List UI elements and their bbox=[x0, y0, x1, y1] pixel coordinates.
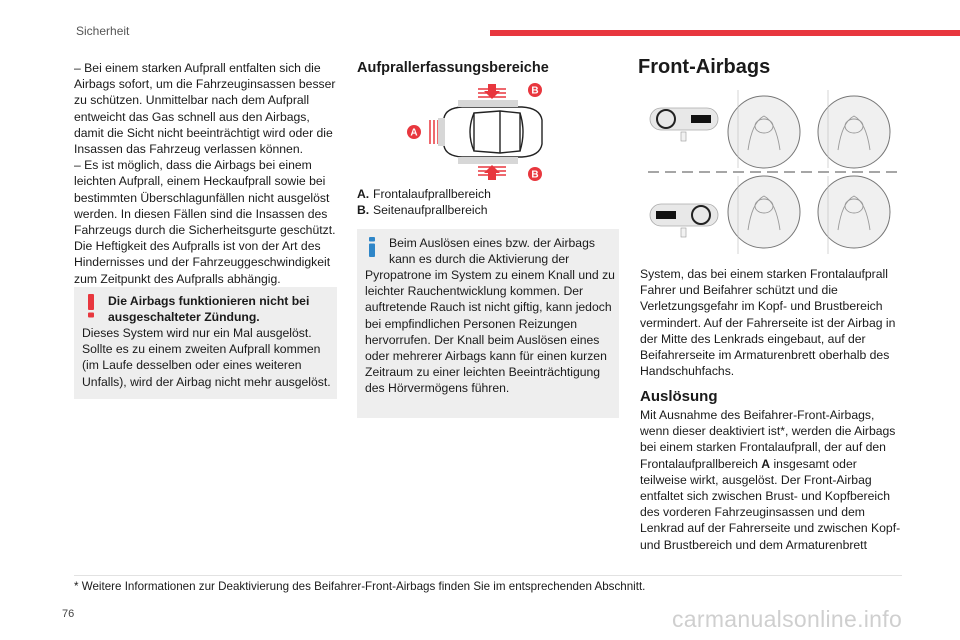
info-first-lines: Beim Auslösen eines bzw. der Airbags kann es durch die Aktivierung der bbox=[389, 236, 595, 267]
impact-zones-heading: Aufprallerfassungsbereiche bbox=[357, 60, 549, 76]
impact-zones-diagram bbox=[400, 80, 550, 184]
section-title: Sicherheit bbox=[76, 24, 130, 38]
zone-label-b-top: B bbox=[531, 85, 539, 97]
front-airbags-heading: Front-Airbags bbox=[638, 56, 771, 78]
dashboard-lhd-icon bbox=[650, 108, 718, 141]
front-zone bbox=[438, 118, 445, 146]
legend-item-b: B. Seitenaufprallbereich bbox=[357, 203, 488, 218]
triggering-description: Mit Ausnahme des Beifahrer-Front-Airbags, wenn dieser deaktiviert ist*, werden die Airbags bei einem starken Frontalaufprall, der auf den Frontalaufprallbereich A insgesamt oder teilweise wirkt, ausgelöst. Der Front-Airbag entfaltet sich zwischen Brust- und Kopfbereich des vorderen Fahrzeuginsassen und dem Lenkrad auf der Fahrerseite und zwischen Kopf- und Brustbereich und dem Armaturenbrett bbox=[640, 408, 901, 552]
paragraph-2: – Es ist möglich, dass die Airbags bei einem leichten Aufprall, einem Heckaufprall sowie bei bestimmten Überschlagunfällen nicht ausgelöst werden. In diesen Fällen sind die Insassen des Fahrzeugs durch die Sicherheitsgurte geschützt. Die Heftigkeit des Aufpralls ist von der Art des Hindernisses und der Fahrzeuggeschwindigkeit zum Zeitpunkt des Aufpralls abhängig. bbox=[74, 158, 336, 286]
side-zone-top bbox=[458, 100, 518, 107]
warning-body: Dieses System wird nur ein Mal ausgelöst. Sollte es zu einem zweiten Aufprall kommen (im Laufe desselben oder eines weiteren Unfalls), wird der Airbag nicht mehr ausgelöst. bbox=[82, 326, 331, 389]
page-number: 76 bbox=[62, 608, 75, 620]
zone-label-b-bottom: B bbox=[531, 169, 539, 181]
paragraph-1: – Bei einem starken Aufprall entfalten sich die Airbags sofort, um die Fahrzeuginsassen besser zu schützen. Unmittelbar nach dem Aufprall entweicht das Gas schnell aus den Airbags, damit die Sicht nicht beeinträchtigt wird oder die Insassen das Fahrzeug verlassen können. bbox=[74, 61, 336, 157]
footnote-rule bbox=[74, 575, 902, 576]
zone-label-a: A bbox=[410, 127, 418, 139]
side-zone-bottom bbox=[458, 157, 518, 164]
triggering-subheading: Auslösung bbox=[640, 388, 718, 405]
watermark: carmanualsonline.info bbox=[672, 606, 903, 632]
dashboard-rhd-icon bbox=[650, 204, 718, 237]
info-body: Pyropatrone im System zu einem Knall und zu leichter Rauchentwicklung kommen. Der auftretende Rauch ist nicht giftig, kann jedoch bei empfindlichen Personen Reizungen hervorrufen. Der Knall beim Auslösen eines oder mehrerer Airbags kann für einen kurzen Zeitraum zu einer leichten Beeinträchtigung des Hörvermögens führen. bbox=[365, 268, 615, 396]
front-airbags-diagram bbox=[640, 86, 902, 258]
header-accent-bar bbox=[490, 30, 960, 36]
column-1 bbox=[74, 60, 338, 287]
impact-zones-legend bbox=[357, 186, 617, 218]
warning-icon bbox=[86, 294, 96, 318]
car-top-view-icon bbox=[444, 107, 542, 157]
front-airbags-description: System, das bei einem starken Frontalaufprall Fahrer und Beifahrer schützt und die Verletzungsgefahr im Kopf- und Brustbereich vermindert. Auf der Fahrerseite ist der Airbag in der Mitte des Lenkrads eingebaut, auf der Beifahrerseite im Armaturenbrett oberhalb des Handschuhfachs. bbox=[640, 267, 896, 379]
legend-item-a: A. Frontalaufprallbereich bbox=[357, 187, 491, 201]
footnote: * Weitere Informationen zur Deaktivierung des Beifahrer-Front-Airbags finden Sie im entsprechenden Abschnitt. bbox=[74, 580, 646, 593]
info-icon bbox=[367, 237, 377, 257]
warning-title: Die Airbags funktionieren nicht bei ausgeschalteter Zündung. bbox=[108, 294, 310, 324]
